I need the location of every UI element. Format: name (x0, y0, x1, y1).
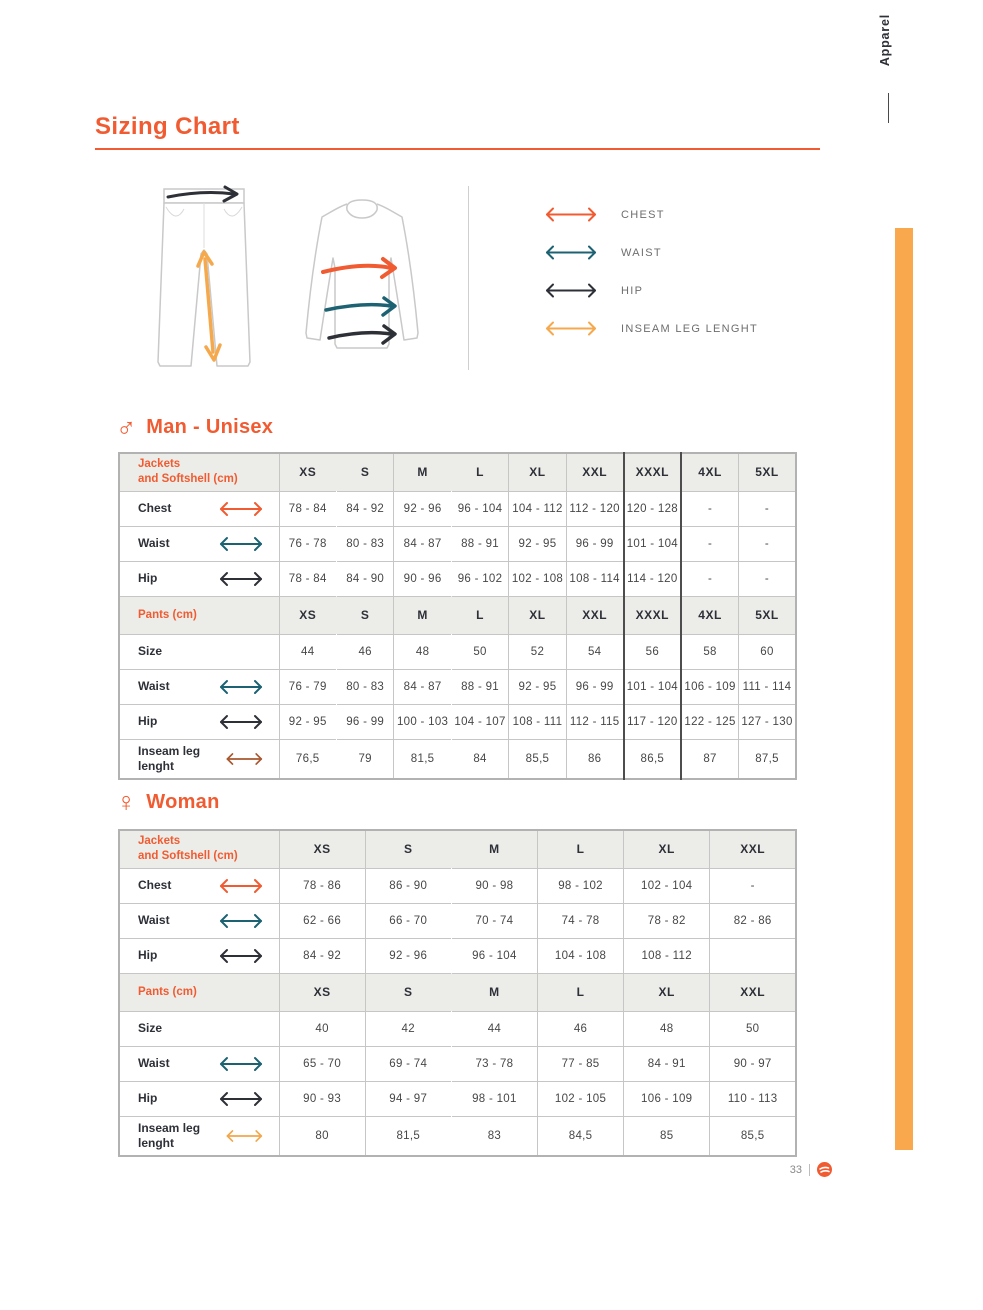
value-cell: 69 - 74 (365, 1046, 451, 1081)
female-icon: ♀ (116, 787, 137, 817)
value-cell: 84 - 92 (279, 938, 365, 973)
value-cell: 88 - 91 (451, 526, 508, 561)
row-label-cell: Hip (119, 704, 279, 739)
value-cell: 100 - 103 (394, 704, 451, 739)
value-cell: 92 - 96 (365, 938, 451, 973)
pants-row (119, 1116, 796, 1156)
value-cell: 52 (509, 634, 566, 669)
jackets-header-row (119, 830, 796, 868)
value-cell: 48 (394, 634, 451, 669)
value-cell: 104 - 112 (509, 491, 566, 526)
side-tab-apparel (872, 14, 898, 86)
value-cell: 83 (451, 1116, 537, 1156)
value-cell: 78 - 86 (279, 868, 365, 903)
page-title: Sizing Chart (95, 113, 240, 140)
row-label-cell: Waist (119, 669, 279, 704)
size-header-cell: XS (279, 596, 336, 634)
value-cell: 108 - 112 (624, 938, 710, 973)
jackets-row (119, 868, 796, 903)
value-cell: 90 - 98 (451, 868, 537, 903)
size-header-cell: XXL (710, 973, 796, 1011)
woman-section-title: Woman (146, 791, 220, 813)
value-cell: 101 - 104 (624, 526, 681, 561)
hip-arrow-icon (217, 1091, 265, 1107)
value-cell: 117 - 120 (624, 704, 681, 739)
value-cell: 112 - 120 (566, 491, 623, 526)
size-header-cell: L (451, 596, 508, 634)
jackets-row (119, 561, 796, 596)
size-header-cell: M (394, 453, 451, 491)
value-cell: 73 - 78 (451, 1046, 537, 1081)
waist-arrow-icon (217, 1056, 265, 1072)
value-cell: 90 - 96 (394, 561, 451, 596)
row-label-cell: Size (119, 634, 279, 669)
jackets-row (119, 903, 796, 938)
pants-header-row (119, 973, 796, 1011)
value-cell: 104 - 107 (451, 704, 508, 739)
value-cell: - (681, 526, 738, 561)
size-header-cell: XXL (710, 830, 796, 868)
value-cell: 82 - 86 (710, 903, 796, 938)
value-cell: 92 - 96 (394, 491, 451, 526)
value-cell: 84 (451, 739, 508, 779)
value-cell: 48 (624, 1011, 710, 1046)
value-cell: 102 - 108 (509, 561, 566, 596)
value-cell: 106 - 109 (624, 1081, 710, 1116)
hip-arrow-icon (217, 571, 265, 587)
measurement-legend (543, 207, 758, 336)
size-header-cell: L (451, 453, 508, 491)
chest-arrow-icon (543, 207, 599, 222)
value-cell: 44 (279, 634, 336, 669)
value-cell: 87 (681, 739, 738, 779)
size-header-cell: 5XL (739, 453, 797, 491)
woman-section-heading (116, 789, 220, 816)
hip-arrow-icon (217, 948, 265, 964)
value-cell: 86 - 90 (365, 868, 451, 903)
row-label-cell: Chest (119, 491, 279, 526)
inseam-arrow-icon (543, 321, 599, 336)
size-header-cell: XXXL (624, 596, 681, 634)
side-tab-label: Apparel (878, 14, 892, 67)
legend-label: CHEST (621, 208, 665, 221)
row-label-cell: Hip (119, 1081, 279, 1116)
size-header-cell: XS (279, 830, 365, 868)
brand-logo-icon (817, 1162, 832, 1177)
value-cell: - (681, 491, 738, 526)
value-cell: 92 - 95 (509, 669, 566, 704)
legend-label: INSEAM LEG LENGHT (621, 322, 759, 335)
value-cell: 96 - 99 (566, 526, 623, 561)
value-cell: 40 (279, 1011, 365, 1046)
value-cell: 65 - 70 (279, 1046, 365, 1081)
size-header-cell: XL (624, 830, 710, 868)
value-cell: 56 (624, 634, 681, 669)
row-label-cell: Waist (119, 526, 279, 561)
waist-arrow-icon (217, 913, 265, 929)
value-cell: 112 - 115 (566, 704, 623, 739)
value-cell: 120 - 128 (624, 491, 681, 526)
value-cell: 122 - 125 (681, 704, 738, 739)
value-cell: 127 - 130 (739, 704, 797, 739)
value-cell: 78 - 84 (279, 491, 336, 526)
size-header-cell: S (336, 453, 393, 491)
value-cell: 87,5 (739, 739, 797, 779)
value-cell: 85,5 (509, 739, 566, 779)
hip-arrow-icon (543, 283, 599, 298)
value-cell: 60 (739, 634, 797, 669)
value-cell: 84 - 92 (336, 491, 393, 526)
value-cell: 86 (566, 739, 623, 779)
value-cell: 85,5 (710, 1116, 796, 1156)
row-label-cell: Waist (119, 903, 279, 938)
waist-arrow-icon (543, 245, 599, 260)
value-cell: 50 (451, 634, 508, 669)
value-cell: 102 - 104 (624, 868, 710, 903)
jackets-header-row (119, 453, 796, 491)
value-cell: 42 (365, 1011, 451, 1046)
value-cell: 98 - 101 (451, 1081, 537, 1116)
value-cell: 98 - 102 (537, 868, 623, 903)
page-footer (752, 1162, 832, 1177)
pants-header-label: Pants (cm) (119, 973, 279, 1011)
value-cell: 96 - 99 (336, 704, 393, 739)
value-cell: 81,5 (365, 1116, 451, 1156)
legend-item-chest (543, 207, 758, 222)
value-cell: 85 (624, 1116, 710, 1156)
value-cell: 62 - 66 (279, 903, 365, 938)
pants-illustration (148, 182, 260, 372)
size-header-cell: XS (279, 453, 336, 491)
pants-row (119, 1081, 796, 1116)
size-header-cell: S (365, 830, 451, 868)
value-cell: 94 - 97 (365, 1081, 451, 1116)
inseam-arrow-icon (543, 321, 599, 336)
size-header-cell: M (394, 596, 451, 634)
size-header-cell: M (451, 973, 537, 1011)
legend-label: WAIST (621, 246, 662, 259)
jackets-header-label: Jackets and Softshell (cm) (119, 830, 279, 868)
value-cell (710, 938, 796, 973)
value-cell: 44 (451, 1011, 537, 1046)
value-cell: 80 - 83 (336, 526, 393, 561)
size-header-cell: XL (509, 453, 566, 491)
value-cell: 102 - 105 (537, 1081, 623, 1116)
value-cell: 66 - 70 (365, 903, 451, 938)
size-header-cell: L (537, 973, 623, 1011)
pants-header-row (119, 596, 796, 634)
row-label-cell: Waist (119, 1046, 279, 1081)
value-cell: - (710, 868, 796, 903)
value-cell: - (681, 561, 738, 596)
size-header-cell: M (451, 830, 537, 868)
value-cell: 101 - 104 (624, 669, 681, 704)
chest-arrow-icon (217, 501, 265, 517)
value-cell: 76,5 (279, 739, 336, 779)
legend-label: HIP (621, 284, 644, 297)
inseam-man-arrow-icon (224, 751, 265, 767)
size-header-cell: S (365, 973, 451, 1011)
jackets-row (119, 938, 796, 973)
size-header-cell: XL (509, 596, 566, 634)
hip-arrow-icon (543, 283, 599, 298)
man-sizing-table (118, 452, 797, 780)
size-header-cell: XXXL (624, 453, 681, 491)
value-cell: 104 - 108 (537, 938, 623, 973)
shirt-illustration (293, 196, 431, 360)
value-cell: 96 - 104 (451, 938, 537, 973)
value-cell: 90 - 93 (279, 1081, 365, 1116)
value-cell: 90 - 97 (710, 1046, 796, 1081)
size-header-cell: 4XL (681, 596, 738, 634)
pants-header-label: Pants (cm) (119, 596, 279, 634)
hip-arrow-icon (217, 714, 265, 730)
pants-row (119, 669, 796, 704)
pants-row (119, 739, 796, 779)
value-cell: 86,5 (624, 739, 681, 779)
value-cell: 50 (710, 1011, 796, 1046)
waist-arrow-icon (543, 245, 599, 260)
size-header-cell: XS (279, 973, 365, 1011)
size-header-cell: L (537, 830, 623, 868)
value-cell: 79 (336, 739, 393, 779)
value-cell: 70 - 74 (451, 903, 537, 938)
value-cell: 92 - 95 (279, 704, 336, 739)
jackets-row (119, 491, 796, 526)
legend-item-hip (543, 283, 758, 298)
title-rule (95, 148, 820, 150)
value-cell: 92 - 95 (509, 526, 566, 561)
woman-sizing-table (118, 829, 797, 1157)
row-label-cell: Hip (119, 938, 279, 973)
row-label-cell: Inseam leg lenght (119, 1116, 279, 1156)
value-cell: 84 - 87 (394, 526, 451, 561)
man-section-title: Man - Unisex (146, 416, 274, 438)
value-cell: 110 - 113 (710, 1081, 796, 1116)
value-cell: - (739, 491, 797, 526)
value-cell: 76 - 79 (279, 669, 336, 704)
value-cell: 84 - 91 (624, 1046, 710, 1081)
row-label-cell: Size (119, 1011, 279, 1046)
value-cell: 80 (279, 1116, 365, 1156)
chest-arrow-icon (543, 207, 599, 222)
value-cell: 96 - 104 (451, 491, 508, 526)
illustration-divider (468, 186, 469, 370)
chest-arrow-icon (217, 878, 265, 894)
man-section-heading (116, 414, 273, 441)
value-cell: 108 - 114 (566, 561, 623, 596)
value-cell: - (739, 526, 797, 561)
value-cell: 108 - 111 (509, 704, 566, 739)
value-cell: 88 - 91 (451, 669, 508, 704)
value-cell: 78 - 82 (624, 903, 710, 938)
page-edge-accent-bar (895, 228, 913, 1150)
value-cell: 74 - 78 (537, 903, 623, 938)
value-cell: 58 (681, 634, 738, 669)
inseam-woman-arrow-icon (224, 1128, 265, 1144)
value-cell: 76 - 78 (279, 526, 336, 561)
size-header-cell: 5XL (739, 596, 797, 634)
pants-row (119, 1011, 796, 1046)
value-cell: 114 - 120 (624, 561, 681, 596)
value-cell: 46 (537, 1011, 623, 1046)
jackets-header-label: Jackets and Softshell (cm) (119, 453, 279, 491)
value-cell: 46 (336, 634, 393, 669)
value-cell: 111 - 114 (739, 669, 797, 704)
legend-item-waist (543, 245, 758, 260)
row-label-cell: Chest (119, 868, 279, 903)
value-cell: 84 - 87 (394, 669, 451, 704)
value-cell: 84,5 (537, 1116, 623, 1156)
male-icon: ♂ (116, 412, 137, 442)
waist-arrow-icon (217, 679, 265, 695)
footer-separator (809, 1164, 810, 1176)
size-header-cell: S (336, 596, 393, 634)
value-cell: 77 - 85 (537, 1046, 623, 1081)
side-tab-tick (888, 93, 889, 123)
value-cell: 96 - 99 (566, 669, 623, 704)
size-header-cell: XL (624, 973, 710, 1011)
pants-row (119, 1046, 796, 1081)
value-cell: 81,5 (394, 739, 451, 779)
value-cell: 78 - 84 (279, 561, 336, 596)
value-cell: - (739, 561, 797, 596)
waist-arrow-icon (217, 536, 265, 552)
value-cell: 84 - 90 (336, 561, 393, 596)
pants-row (119, 704, 796, 739)
pants-row (119, 634, 796, 669)
row-label-cell: Inseam leg lenght (119, 739, 279, 779)
jackets-row (119, 526, 796, 561)
size-header-cell: 4XL (681, 453, 738, 491)
page-number: 33 (789, 1163, 802, 1176)
legend-item-inseam (543, 321, 758, 336)
value-cell: 96 - 102 (451, 561, 508, 596)
size-header-cell: XXL (566, 453, 623, 491)
size-header-cell: XXL (566, 596, 623, 634)
row-label-cell: Hip (119, 561, 279, 596)
value-cell: 54 (566, 634, 623, 669)
value-cell: 80 - 83 (336, 669, 393, 704)
value-cell: 106 - 109 (681, 669, 738, 704)
